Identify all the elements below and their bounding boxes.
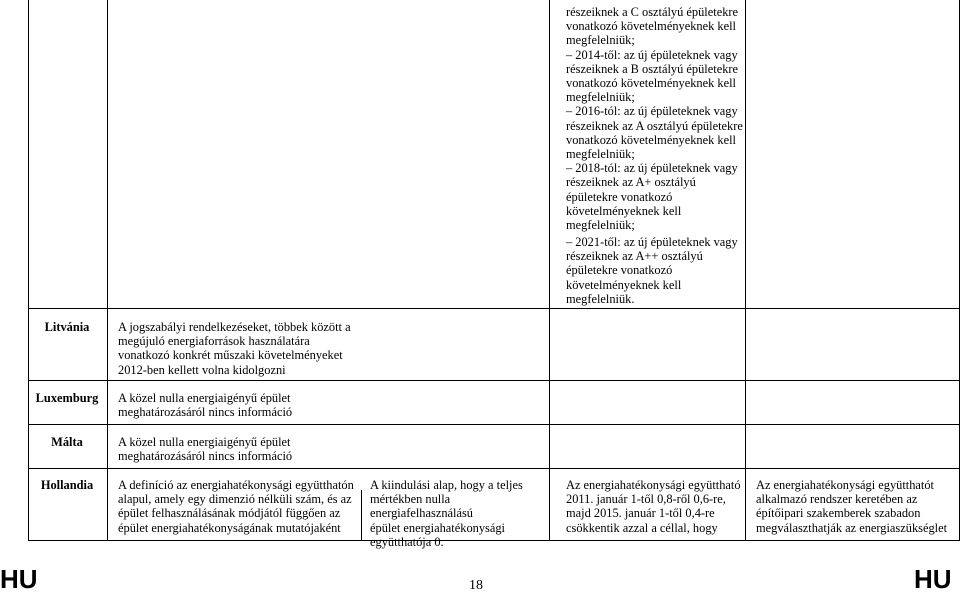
- definition-line: megújuló energiaforrások használatára: [118, 334, 310, 349]
- top-line: – 2021-től: az új épületeknek vagy: [566, 235, 738, 249]
- system-line: építőipari szakemberek szabadon: [756, 506, 921, 521]
- country-lithuania: Litvánia: [44, 320, 90, 334]
- country-netherlands: Hollandia: [40, 478, 94, 492]
- top-line: épületekre vonatkozó: [566, 189, 673, 204]
- page-number: 18: [469, 578, 483, 593]
- col-divider-3: [549, 0, 550, 541]
- top-line: megfelelniük;: [566, 147, 635, 162]
- top-line: – 2016-tól: az új épületeknek vagy: [566, 104, 738, 119]
- row-divider-3: [29, 424, 959, 425]
- definition-line: 2012-ben kellett volna kidolgozni: [118, 362, 286, 377]
- top-line: vonatkozó követelményeknek kell: [566, 132, 736, 147]
- definition-luxembourg: [118, 391, 368, 419]
- requirements-line: majd 2015. január 1-től 0,4-re: [566, 506, 715, 521]
- top-line: – 2014-től: az új épületeknek vagy: [566, 47, 738, 62]
- requirements-line: csökkentik azzal a céllal, hogy: [566, 520, 718, 535]
- top-row-requirements-2021: [566, 235, 754, 306]
- top-row-requirements: [566, 5, 754, 232]
- baseline-line: együtthatója 0.: [370, 534, 444, 549]
- top-line: részeiknek az A osztályú épületekre: [566, 118, 743, 133]
- row-divider-2: [29, 380, 959, 381]
- footer-language-right: HU: [914, 564, 952, 594]
- top-line: megfelelniük;: [566, 90, 635, 105]
- footer-language-left: HU: [0, 564, 38, 594]
- col-divider-1: [107, 0, 108, 541]
- definition-line: meghatározásáról nincs információ: [118, 449, 293, 464]
- requirements-line: 2011. január 1-től 0,8-ről 0,6-re,: [566, 492, 726, 507]
- definition-line: A jogszabályi rendelkezéseket, többek között a: [118, 320, 351, 334]
- top-line: – 2018-tól: az új épületeknek vagy: [566, 161, 738, 176]
- definition-lithuania: [118, 320, 368, 377]
- definition-line: meghatározásáról nincs információ: [118, 405, 293, 420]
- definition-netherlands: [118, 478, 363, 535]
- definition-malta: [118, 435, 368, 463]
- definition-line: épület felhasználásának módjától függően az: [118, 506, 341, 521]
- top-line: megfelelniük;: [566, 218, 635, 233]
- definition-line: A definíció az energiahatékonysági együtthatón: [118, 478, 354, 492]
- top-line: vonatkozó követelményeknek kell: [566, 19, 736, 34]
- top-line: megfelelniük.: [566, 291, 635, 306]
- country-luxembourg: Luxemburg: [35, 391, 99, 405]
- requirements-netherlands: [566, 478, 751, 535]
- baseline-netherlands: [370, 478, 550, 549]
- definition-line: épület energiahatékonyságának mutatójaként: [118, 520, 341, 535]
- country-malta: Málta: [51, 435, 83, 449]
- system-line: Az energiahatékonysági együtthatót: [756, 478, 935, 492]
- top-line: részeiknek az A++ osztályú: [566, 249, 703, 264]
- baseline-line: mértékben nulla energiafelhasználású: [370, 492, 473, 521]
- requirements-line: Az energiahatékonysági együttható: [566, 478, 741, 492]
- definition-line: vonatkozó konkrét műszaki követelményeket: [118, 348, 343, 363]
- top-line: követelményeknek kell: [566, 277, 682, 292]
- top-line: követelményeknek kell: [566, 203, 682, 218]
- definition-line: alapul, amely egy dimenzió nélküli szám, és az: [118, 492, 352, 507]
- system-line: alkalmazó rendszer keretében az: [756, 492, 918, 507]
- top-line: részeiknek a C osztályú épületekre: [566, 5, 739, 19]
- top-line: épületekre vonatkozó: [566, 263, 673, 278]
- row-divider-1: [29, 308, 959, 309]
- baseline-line: A kiindulási alap, hogy a teljes: [370, 478, 523, 492]
- definition-line: A közel nulla energiaigényű épület: [118, 435, 291, 449]
- definition-line: A közel nulla energiaigényű épület: [118, 391, 291, 405]
- row-divider-4: [29, 468, 959, 469]
- top-line: részeiknek a B osztályú épületekre: [566, 61, 739, 76]
- top-line: megfelelniük;: [566, 33, 635, 48]
- baseline-line: épület energiahatékonysági: [370, 520, 505, 535]
- system-line: megválaszthatják az energiaszükséglet: [756, 520, 948, 535]
- system-netherlands: [756, 478, 956, 535]
- top-line: részeiknek az A+ osztályú: [566, 175, 696, 190]
- top-line: vonatkozó követelményeknek kell: [566, 76, 736, 91]
